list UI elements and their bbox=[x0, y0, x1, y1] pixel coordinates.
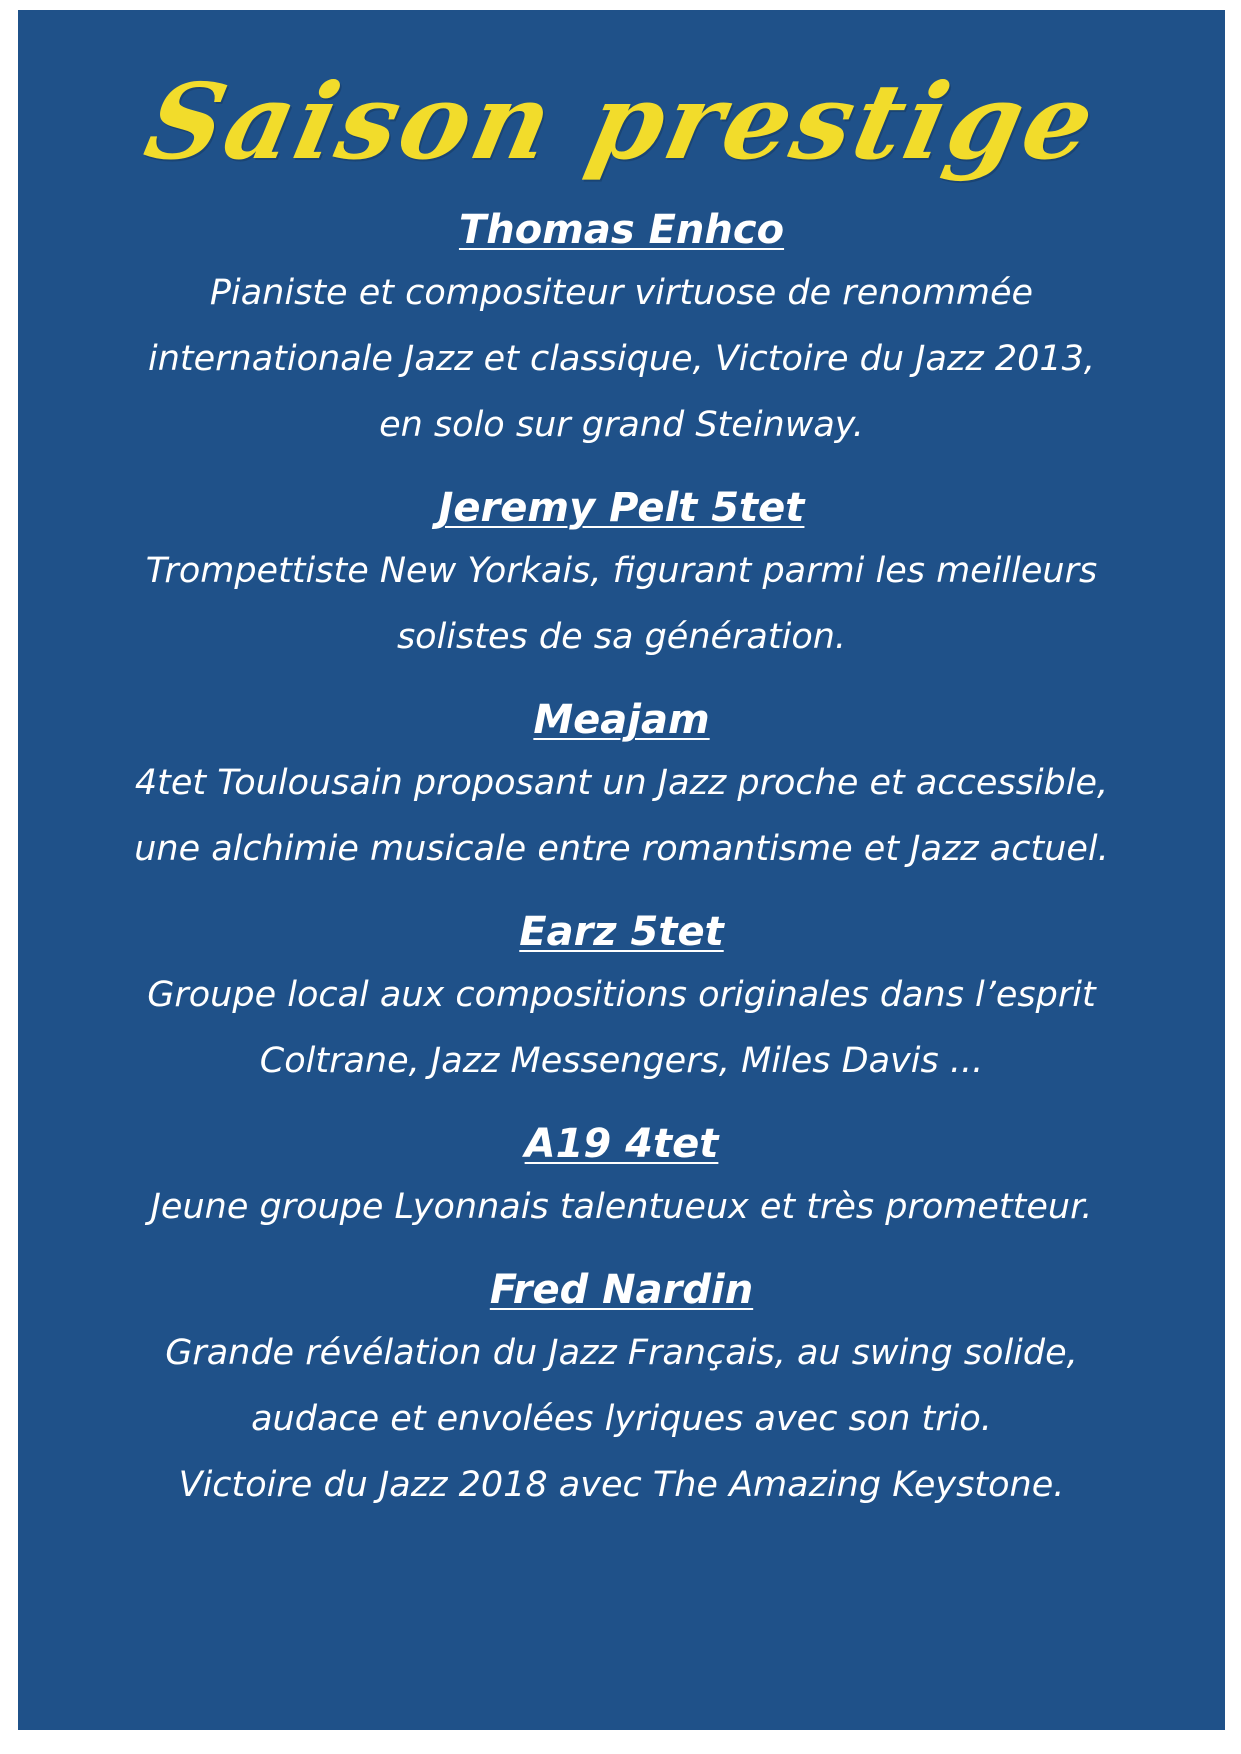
act-description: Groupe local aux compositions originales dans l’esprit Coltrane, Jazz Messengers, Miles Davis ... bbox=[147, 975, 1096, 1081]
act-thomas-enhco bbox=[18, 204, 1225, 458]
act-description: Jeune groupe Lyonnais talentueux et très prometteur. bbox=[150, 1187, 1093, 1227]
act-name: Earz 5tet bbox=[519, 909, 724, 955]
act-name: Fred Nardin bbox=[489, 1267, 754, 1313]
act-name: Meajam bbox=[533, 697, 710, 743]
act-description: Grande révélation du Jazz Français, au swing solide, audace et envolées lyriques avec son trio. Victoire du Jazz 2018 avec The Amazing Keystone. bbox=[165, 1333, 1078, 1505]
act-meajam bbox=[18, 694, 1225, 882]
act-name: Jeremy Pelt 5tet bbox=[438, 485, 805, 531]
act-a19-4tet bbox=[18, 1118, 1225, 1240]
act-jeremy-pelt-5tet bbox=[18, 482, 1225, 670]
poster-title: Saison prestige bbox=[135, 60, 1108, 183]
act-fred-nardin bbox=[18, 1264, 1225, 1518]
act-name: A19 4tet bbox=[524, 1121, 719, 1167]
act-name: Thomas Enhco bbox=[458, 207, 785, 253]
act-earz-5tet bbox=[18, 906, 1225, 1094]
poster-panel bbox=[18, 10, 1225, 1730]
act-description: Pianiste et compositeur virtuose de renommée internationale Jazz et classique, Victoire du Jazz 2013, en solo sur grand Steinway. bbox=[147, 273, 1096, 445]
act-description: Trompettiste New Yorkais, figurant parmi les meilleurs solistes de sa génération. bbox=[145, 551, 1098, 657]
act-description: 4tet Toulousain proposant un Jazz proche et accessible, une alchimie musicale entre romantisme et Jazz actuel. bbox=[134, 763, 1109, 869]
